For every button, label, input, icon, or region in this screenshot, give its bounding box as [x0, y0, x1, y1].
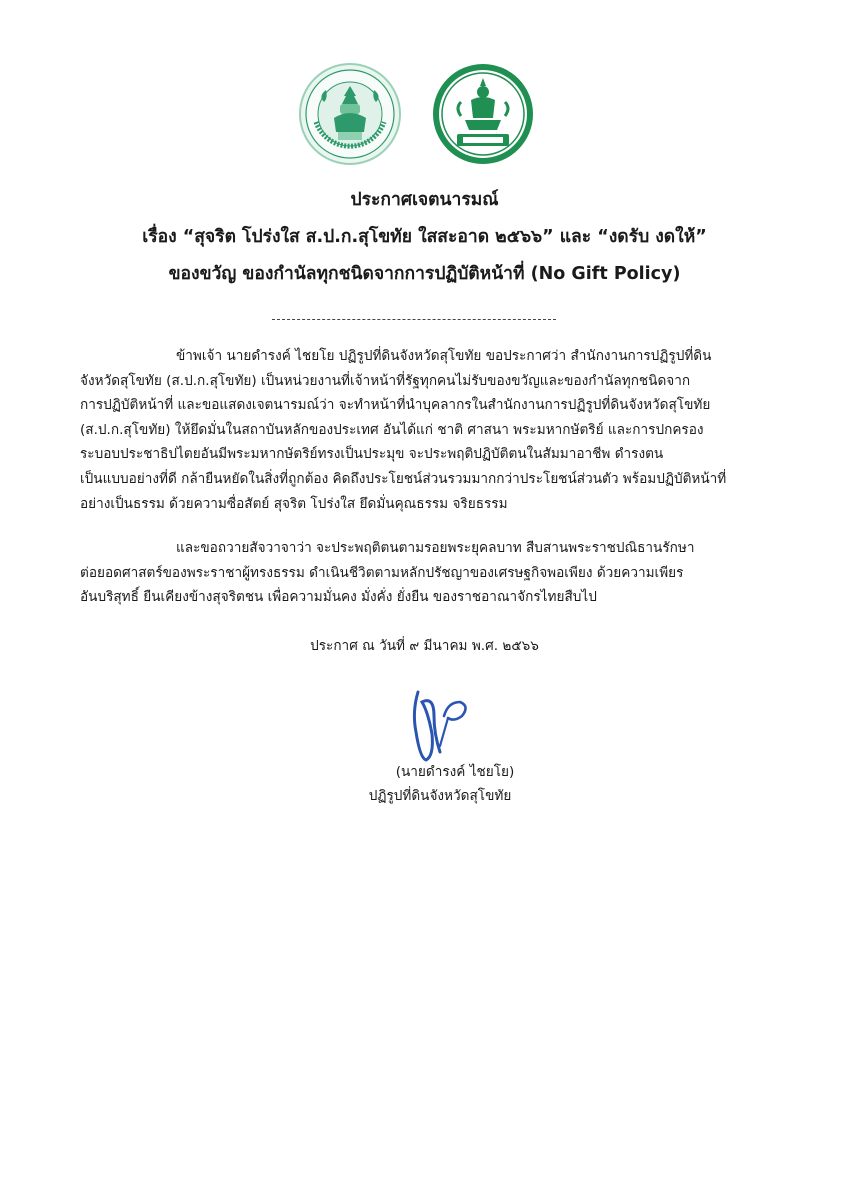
sukhothai-province-seal-logo — [431, 62, 535, 166]
body-paragraph-1 — [80, 344, 772, 516]
paragraph-line: ข้าพเจ้า นายดำรงค์ ไชยโย ปฏิรูปที่ดินจังหวัดสุโขทัย ขอประกาศว่า สำนักงานการปฏิรูปที่ดิน — [176, 348, 712, 364]
announcement-subject: เรื่อง “สุจริต โปร่งใส ส.ป.ก.สุโขทัย ใสสะอาด ๒๕๖๖” และ “งดรับ งดให้” — [142, 227, 707, 247]
paragraph-line: อย่างเป็นธรรม ด้วยความซื่อสัตย์ สุจริต โปร่งใส ยึดมั่นคุณธรรม จริยธรรม — [80, 495, 508, 512]
announcement-subject-cont: ของขวัญ ของกำนัลทุกชนิดจากการปฏิบัติหน้าที่ (No Gift Policy) — [168, 264, 681, 284]
paragraph-line: ต่อยอดศาสตร์ของพระราชาผู้ทรงธรรม ดำเนินชีวิตตามหลักปรัชญาของเศรษฐกิจพอเพียง ด้วยความเพียร — [80, 564, 684, 581]
logo-row — [0, 62, 849, 166]
signatory-name: (นายดำรงค์ ไชยโย) — [395, 764, 515, 780]
announcement-title: ประกาศเจตนารมณ์ — [350, 190, 499, 210]
paragraph-line: และขอถวายสัจวาจาว่า จะประพฤติตนตามรอยพระยุคลบาท สืบสานพระราชปณิธานรักษา — [176, 540, 695, 556]
paragraph-line: อันบริสุทธิ์ ยืนเคียงข้างสุจริตชน เพื่อความมั่นคง มั่งคั่ง ยั่งยืน ของราชอาณาจักรไทยสืบไป — [80, 589, 597, 606]
paragraph-line: (ส.ป.ก.สุโขทัย) ให้ยึดมั่นในสถาบันหลักของประเทศ อันได้แก่ ชาติ ศาสนา พระมหากษัตริย์ และการปกครอง — [80, 421, 704, 438]
paragraph-line: ระบอบประชาธิปไตยอันมีพระมหากษัตริย์ทรงเป็นประมุข จะประพฤติปฏิบัติตนในสัมมาอาชีพ ดำรงตน — [80, 446, 664, 463]
header-divider — [272, 319, 556, 320]
announcement-date: ประกาศ ณ วันที่ ๙ มีนาคม พ.ศ. ๒๕๖๖ — [310, 638, 539, 654]
body-paragraph-2 — [80, 536, 772, 610]
paragraph-line: จังหวัดสุโขทัย (ส.ป.ก.สุโขทัย) เป็นหน่วยงานที่เจ้าหน้าที่รัฐทุกคนไม่รับของขวัญและของกำนัลทุกชนิดจาก — [80, 372, 691, 389]
paragraph-line: เป็นแบบอย่างที่ดี กล้ายืนหยัดในสิ่งที่ถูกต้อง คิดถึงประโยชน์ส่วนรวมมากกว่าประโยชน์ส่วนตัว พร้อมปฏิบัติหน้าที่ — [80, 470, 727, 487]
alro-seal-logo — [298, 62, 402, 166]
signatory-position: ปฏิรูปที่ดินจังหวัดสุโขทัย — [368, 788, 512, 804]
paragraph-line: การปฏิบัติหน้าที่ และขอแสดงเจตนารมณ์ว่า จะทำหน้าที่นำบุคลากรในสำนักงานการปฏิรูปที่ดินจังหวัดสุโขทัย — [80, 397, 711, 414]
handwritten-signature — [404, 672, 484, 768]
announcement-header — [0, 190, 849, 301]
